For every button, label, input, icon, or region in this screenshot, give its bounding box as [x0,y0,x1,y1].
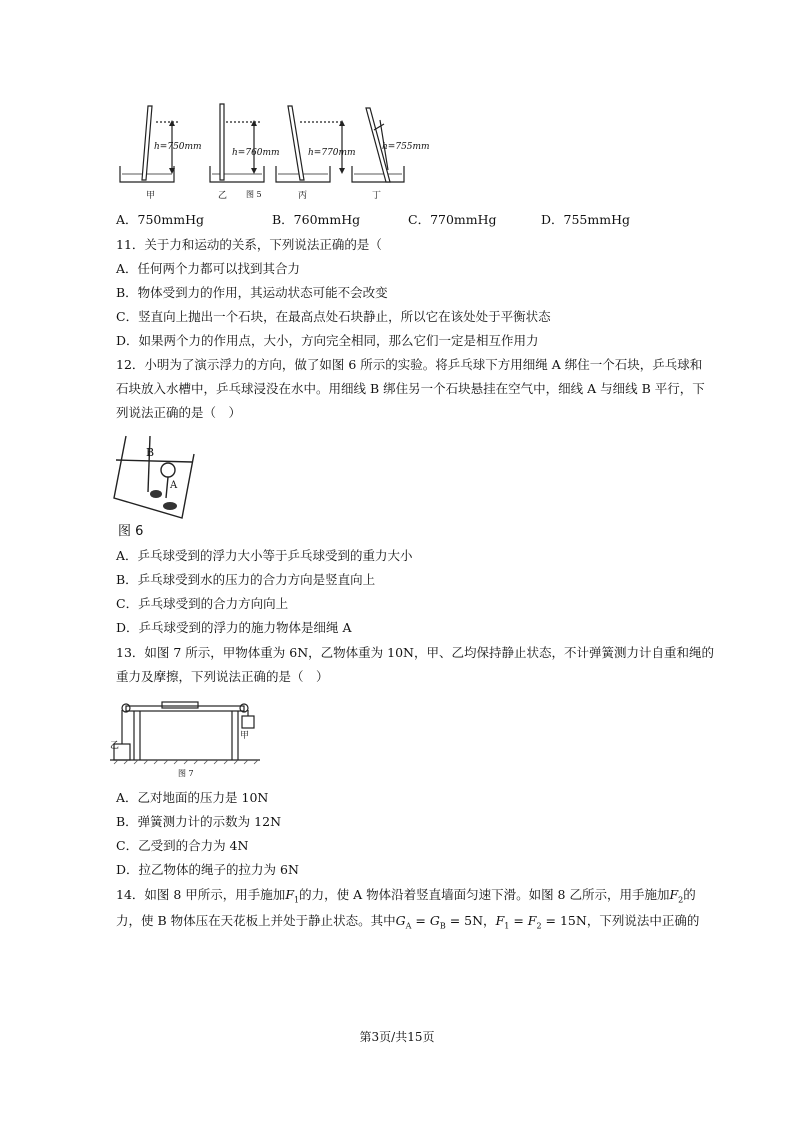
q12-option-d: D．乒乓球受到的浮力的施力物体是细绳 A [116,620,352,635]
fig5-label-bing: h=770mm [308,148,356,158]
q11-option-b: B．物体受到力的作用，其运动状态可能不会改变 [116,285,388,300]
q10-option-c: C．770mmHg [408,212,497,227]
q13-option-a: A．乙对地面的压力是 10N [116,790,269,805]
figure-5 [116,102,430,202]
fig5-name-ding: 丁 [372,191,382,201]
q12-option-a: A．乒乓球受到的浮力大小等于乒乓球受到的重力大小 [116,548,413,563]
q14-line1-f1: F [285,887,294,902]
page-footer: 第3页/共15页 [359,1030,435,1044]
fig6-label-b: B [146,446,155,459]
q12-option-b: B．乒乓球受到水的压力的合力方向是竖直向上 [116,572,376,587]
fig5-caption: 图 5 [246,190,262,199]
fig5-name-jia: 甲 [146,191,156,201]
q10-option-a: A．750mmHg [116,212,204,227]
q11-option-c: C．竖直向上抛出一个石块，在最高点处石块静止，所以它在该处处于平衡状态 [116,309,551,324]
fig5-name-yi: 乙 [218,191,228,201]
q11-option-d: D．如果两个力的作用点，大小，方向完全相同，那么它们一定是相互作用力 [116,333,539,348]
q14-eq2-f2: F [527,913,537,928]
q14-line1-text-a: 14．如图 8 甲所示，用手施加 [116,887,286,902]
figure-7 [110,694,262,782]
fig5-label-ding: h=755mm [382,142,430,152]
q14-eq1-val: = 5N [445,913,484,928]
q12-stem-line-3: 列说法正确的是（ ） [116,405,242,420]
q13-option-c: C．乙受到的合力为 4N [116,838,249,853]
q14-line1-text-c: 的 [683,887,696,902]
q14-eq2-f1: F [495,913,505,928]
q14-eq1-gb-sub: B [439,921,446,931]
q14-line1-f2: F [669,887,679,902]
fig5-label-jia: h=750mm [154,142,202,152]
q14-line-2 [116,913,699,935]
q14-eq2-val: = 15N [541,913,587,928]
fig6-label-a: A [170,480,178,491]
q14-line2-text-b: ，下列说法中正确的 [586,913,700,928]
q14-line2-text-a: 力，使 B 物体压在天花板上并处于静止状态。其中 [116,913,396,928]
fig5-label-yi: h=760mm [232,148,280,158]
q13-stem-line-2: 重力及摩擦，下列说法正确的是（ ） [116,669,329,684]
fig6-caption: 图 6 [118,524,144,539]
q12-option-c: C．乒乓球受到的合力方向向上 [116,596,289,611]
q14-eq1-ga-sub: A [405,921,412,931]
q10-option-b: B．760mmHg [272,212,361,227]
q14-sep: ， [483,913,496,928]
q13-option-b: B．弹簧测力计的示数为 12N [116,814,282,829]
q14-eq1-mid: = [411,913,430,928]
figure-6 [112,432,196,540]
q10-option-d: D．755mmHg [541,212,630,227]
q14-eq2-f2-sub: 2 [536,921,542,931]
q14-eq2-mid: = [509,913,528,928]
q11-option-a: A．任何两个力都可以找到其合力 [116,261,301,276]
q14-eq1-gb: G [429,913,440,928]
q14-eq2-f1-sub: 1 [504,921,510,931]
q14-line1-f1-sub: 1 [294,895,300,905]
fig7-caption: 图 7 [178,769,194,778]
fig7-label-jia: 甲 [240,731,250,741]
fig5-name-bing: 丙 [298,191,308,201]
q11-stem: 11．关于力和运动的关系，下列说法正确的是（ [116,237,382,252]
q14-line1-text-b: 的力，使 A 物体沿着竖直墙面匀速下滑。如图 8 乙所示，用手施加 [299,887,670,902]
q12-stem-line-2: 石块放入水槽中，乒乓球浸没在水中。用细线 B 绑住另一个石块悬挂在空气中，细线 A 与细线 B 平行，下 [116,381,705,396]
q14-eq1-ga: G [395,913,406,928]
q12-stem-line-1: 12．小明为了演示浮力的方向，做了如图 6 所示的实验。将乒乓球下方用细绳 A 绑住一个石块，乒乓球和 [116,357,703,372]
q13-option-d: D．拉乙物体的绳子的拉力为 6N [116,862,299,877]
q14-line-1 [116,887,696,909]
fig7-label-yi: 乙 [110,741,120,751]
q14-line1-f2-sub: 2 [678,895,684,905]
q13-stem-line-1: 13．如图 7 所示，甲物体重为 6N，乙物体重为 10N，甲、乙均保持静止状态，不计弹簧测力计自重和绳的 [116,645,714,660]
